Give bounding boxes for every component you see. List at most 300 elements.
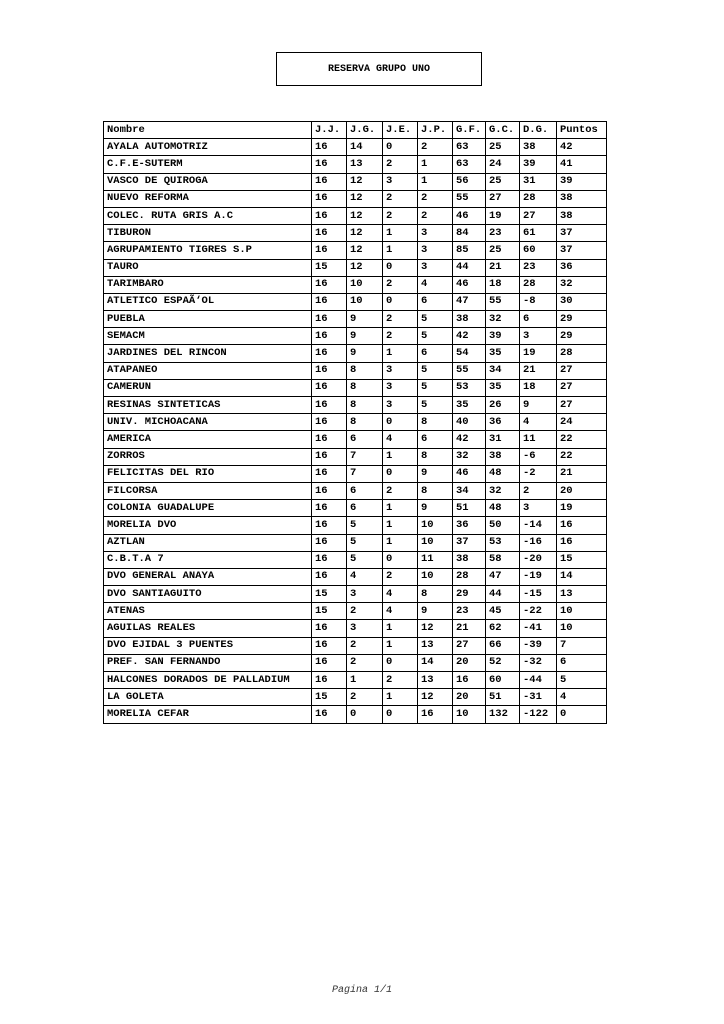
- jp-cell: 16: [418, 706, 453, 723]
- team-name: TIBURON: [104, 225, 312, 242]
- jg-cell: 7: [347, 465, 383, 482]
- gf-cell: 34: [453, 482, 486, 499]
- jp-cell: 14: [418, 654, 453, 671]
- team-name: DVO SANTIAGUITO: [104, 586, 312, 603]
- gf-cell: 21: [453, 620, 486, 637]
- jg-cell: 14: [347, 139, 383, 156]
- jj-cell: 16: [312, 517, 347, 534]
- gc-cell: 25: [486, 139, 520, 156]
- table-row: [104, 207, 607, 224]
- gc-cell: 48: [486, 500, 520, 517]
- dg-cell: 31: [520, 173, 557, 190]
- gc-cell: 39: [486, 328, 520, 345]
- puntos-cell: 41: [557, 156, 607, 173]
- table-row: [104, 465, 607, 482]
- jg-cell: 12: [347, 190, 383, 207]
- puntos-cell: 13: [557, 586, 607, 603]
- table-body: [104, 139, 607, 723]
- header-jj: J.J.: [312, 122, 347, 139]
- gf-cell: 27: [453, 637, 486, 654]
- jp-cell: 3: [418, 225, 453, 242]
- dg-cell: -22: [520, 603, 557, 620]
- je-cell: 2: [383, 568, 418, 585]
- header-nombre: Nombre: [104, 122, 312, 139]
- jj-cell: 15: [312, 603, 347, 620]
- jg-cell: 12: [347, 259, 383, 276]
- gf-cell: 42: [453, 328, 486, 345]
- je-cell: 0: [383, 465, 418, 482]
- jp-cell: 3: [418, 242, 453, 259]
- jp-cell: 5: [418, 328, 453, 345]
- gc-cell: 52: [486, 654, 520, 671]
- jg-cell: 0: [347, 706, 383, 723]
- je-cell: 0: [383, 551, 418, 568]
- team-name: ZORROS: [104, 448, 312, 465]
- puntos-cell: 6: [557, 654, 607, 671]
- puntos-cell: 28: [557, 345, 607, 362]
- jj-cell: 16: [312, 637, 347, 654]
- jp-cell: 3: [418, 259, 453, 276]
- puntos-cell: 36: [557, 259, 607, 276]
- table-row: [104, 311, 607, 328]
- puntos-cell: 27: [557, 397, 607, 414]
- gc-cell: 62: [486, 620, 520, 637]
- gc-cell: 25: [486, 173, 520, 190]
- jj-cell: 16: [312, 465, 347, 482]
- jj-cell: 16: [312, 551, 347, 568]
- gc-cell: 24: [486, 156, 520, 173]
- table-header-row: [104, 122, 607, 139]
- puntos-cell: 38: [557, 207, 607, 224]
- header-dg: D.G.: [520, 122, 557, 139]
- gf-cell: 29: [453, 586, 486, 603]
- jg-cell: 10: [347, 276, 383, 293]
- jj-cell: 16: [312, 500, 347, 517]
- team-name: DVO GENERAL ANAYA: [104, 568, 312, 585]
- table-row: [104, 139, 607, 156]
- gf-cell: 23: [453, 603, 486, 620]
- dg-cell: -2: [520, 465, 557, 482]
- jg-cell: 12: [347, 225, 383, 242]
- table-row: [104, 534, 607, 551]
- gc-cell: 18: [486, 276, 520, 293]
- puntos-cell: 19: [557, 500, 607, 517]
- team-name: ATENAS: [104, 603, 312, 620]
- je-cell: 1: [383, 225, 418, 242]
- gf-cell: 54: [453, 345, 486, 362]
- team-name: COLEC. RUTA GRIS A.C: [104, 207, 312, 224]
- gf-cell: 56: [453, 173, 486, 190]
- je-cell: 3: [383, 379, 418, 396]
- team-name: MORELIA CEFAR: [104, 706, 312, 723]
- dg-cell: 23: [520, 259, 557, 276]
- jg-cell: 8: [347, 379, 383, 396]
- dg-cell: -32: [520, 654, 557, 671]
- team-name: UNIV. MICHOACANA: [104, 414, 312, 431]
- team-name: HALCONES DORADOS DE PALLADIUM: [104, 672, 312, 689]
- je-cell: 1: [383, 517, 418, 534]
- dg-cell: 61: [520, 225, 557, 242]
- jg-cell: 10: [347, 293, 383, 310]
- jj-cell: 16: [312, 311, 347, 328]
- table-row: [104, 379, 607, 396]
- dg-cell: 3: [520, 500, 557, 517]
- jp-cell: 1: [418, 156, 453, 173]
- puntos-cell: 0: [557, 706, 607, 723]
- je-cell: 1: [383, 689, 418, 706]
- je-cell: 0: [383, 706, 418, 723]
- je-cell: 1: [383, 637, 418, 654]
- jj-cell: 16: [312, 620, 347, 637]
- table-row: [104, 293, 607, 310]
- gf-cell: 44: [453, 259, 486, 276]
- jj-cell: 16: [312, 276, 347, 293]
- dg-cell: 11: [520, 431, 557, 448]
- team-name: PREF. SAN FERNANDO: [104, 654, 312, 671]
- jg-cell: 13: [347, 156, 383, 173]
- puntos-cell: 29: [557, 328, 607, 345]
- gc-cell: 45: [486, 603, 520, 620]
- je-cell: 4: [383, 586, 418, 603]
- table-row: [104, 517, 607, 534]
- dg-cell: -44: [520, 672, 557, 689]
- je-cell: 0: [383, 654, 418, 671]
- jj-cell: 16: [312, 379, 347, 396]
- gf-cell: 28: [453, 568, 486, 585]
- jp-cell: 10: [418, 517, 453, 534]
- table-row: [104, 689, 607, 706]
- table-row: [104, 706, 607, 723]
- je-cell: 2: [383, 311, 418, 328]
- gf-cell: 63: [453, 139, 486, 156]
- jg-cell: 12: [347, 242, 383, 259]
- dg-cell: -14: [520, 517, 557, 534]
- dg-cell: 18: [520, 379, 557, 396]
- jg-cell: 1: [347, 672, 383, 689]
- puntos-cell: 32: [557, 276, 607, 293]
- dg-cell: -6: [520, 448, 557, 465]
- jp-cell: 8: [418, 448, 453, 465]
- team-name: PUEBLA: [104, 311, 312, 328]
- puntos-cell: 27: [557, 362, 607, 379]
- dg-cell: 6: [520, 311, 557, 328]
- team-name: C.F.E-SUTERM: [104, 156, 312, 173]
- jp-cell: 13: [418, 637, 453, 654]
- puntos-cell: 7: [557, 637, 607, 654]
- puntos-cell: 16: [557, 534, 607, 551]
- dg-cell: 9: [520, 397, 557, 414]
- jj-cell: 16: [312, 139, 347, 156]
- jj-cell: 16: [312, 397, 347, 414]
- jp-cell: 2: [418, 190, 453, 207]
- team-name: CAMERUN: [104, 379, 312, 396]
- puntos-cell: 29: [557, 311, 607, 328]
- table-row: [104, 328, 607, 345]
- dg-cell: 3: [520, 328, 557, 345]
- jg-cell: 9: [347, 328, 383, 345]
- gc-cell: 27: [486, 190, 520, 207]
- team-name: NUEVO REFORMA: [104, 190, 312, 207]
- gf-cell: 36: [453, 517, 486, 534]
- table-row: [104, 397, 607, 414]
- team-name: AYALA AUTOMOTRIZ: [104, 139, 312, 156]
- gf-cell: 55: [453, 362, 486, 379]
- gf-cell: 35: [453, 397, 486, 414]
- je-cell: 1: [383, 242, 418, 259]
- team-name: ATLETICO ESPAÃ‘OL: [104, 293, 312, 310]
- gf-cell: 32: [453, 448, 486, 465]
- jg-cell: 9: [347, 345, 383, 362]
- dg-cell: 38: [520, 139, 557, 156]
- jj-cell: 16: [312, 362, 347, 379]
- table-row: [104, 500, 607, 517]
- jp-cell: 2: [418, 207, 453, 224]
- report-title: RESERVA GRUPO UNO: [327, 63, 431, 75]
- gf-cell: 10: [453, 706, 486, 723]
- jj-cell: 16: [312, 654, 347, 671]
- dg-cell: 2: [520, 482, 557, 499]
- je-cell: 1: [383, 534, 418, 551]
- dg-cell: -39: [520, 637, 557, 654]
- table-row: [104, 637, 607, 654]
- table-row: [104, 225, 607, 242]
- team-name: AMERICA: [104, 431, 312, 448]
- jj-cell: 16: [312, 225, 347, 242]
- puntos-cell: 4: [557, 689, 607, 706]
- header-jp: J.P.: [418, 122, 453, 139]
- puntos-cell: 22: [557, 431, 607, 448]
- jj-cell: 16: [312, 242, 347, 259]
- jp-cell: 8: [418, 414, 453, 431]
- jj-cell: 16: [312, 328, 347, 345]
- jg-cell: 5: [347, 534, 383, 551]
- gc-cell: 35: [486, 345, 520, 362]
- dg-cell: 28: [520, 190, 557, 207]
- jp-cell: 5: [418, 311, 453, 328]
- dg-cell: -19: [520, 568, 557, 585]
- standings-table: [103, 121, 607, 724]
- jg-cell: 9: [347, 311, 383, 328]
- gc-cell: 19: [486, 207, 520, 224]
- puntos-cell: 22: [557, 448, 607, 465]
- table-row: [104, 551, 607, 568]
- gc-cell: 36: [486, 414, 520, 431]
- dg-cell: 28: [520, 276, 557, 293]
- dg-cell: 27: [520, 207, 557, 224]
- jp-cell: 2: [418, 139, 453, 156]
- puntos-cell: 24: [557, 414, 607, 431]
- je-cell: 4: [383, 431, 418, 448]
- team-name: RESINAS SINTETICAS: [104, 397, 312, 414]
- jg-cell: 2: [347, 603, 383, 620]
- gf-cell: 46: [453, 207, 486, 224]
- jg-cell: 12: [347, 173, 383, 190]
- je-cell: 2: [383, 276, 418, 293]
- gf-cell: 42: [453, 431, 486, 448]
- jj-cell: 16: [312, 293, 347, 310]
- jg-cell: 6: [347, 431, 383, 448]
- gc-cell: 58: [486, 551, 520, 568]
- puntos-cell: 16: [557, 517, 607, 534]
- team-name: DVO EJIDAL 3 PUENTES: [104, 637, 312, 654]
- gc-cell: 44: [486, 586, 520, 603]
- je-cell: 0: [383, 259, 418, 276]
- je-cell: 3: [383, 362, 418, 379]
- jp-cell: 8: [418, 482, 453, 499]
- table-row: [104, 190, 607, 207]
- gc-cell: 32: [486, 311, 520, 328]
- team-name: FILCORSA: [104, 482, 312, 499]
- je-cell: 1: [383, 620, 418, 637]
- jg-cell: 3: [347, 586, 383, 603]
- gc-cell: 21: [486, 259, 520, 276]
- jg-cell: 12: [347, 207, 383, 224]
- gc-cell: 66: [486, 637, 520, 654]
- gc-cell: 47: [486, 568, 520, 585]
- jp-cell: 9: [418, 500, 453, 517]
- je-cell: 1: [383, 345, 418, 362]
- team-name: SEMACM: [104, 328, 312, 345]
- gf-cell: 20: [453, 689, 486, 706]
- gf-cell: 40: [453, 414, 486, 431]
- team-name: JARDINES DEL RINCON: [104, 345, 312, 362]
- jg-cell: 5: [347, 517, 383, 534]
- gf-cell: 16: [453, 672, 486, 689]
- team-name: TAURO: [104, 259, 312, 276]
- jg-cell: 8: [347, 362, 383, 379]
- jp-cell: 5: [418, 362, 453, 379]
- team-name: TARIMBARO: [104, 276, 312, 293]
- table-row: [104, 259, 607, 276]
- jj-cell: 16: [312, 156, 347, 173]
- gf-cell: 53: [453, 379, 486, 396]
- je-cell: 2: [383, 156, 418, 173]
- je-cell: 0: [383, 139, 418, 156]
- gf-cell: 46: [453, 465, 486, 482]
- puntos-cell: 30: [557, 293, 607, 310]
- table-row: [104, 586, 607, 603]
- dg-cell: -8: [520, 293, 557, 310]
- header-puntos: Puntos: [557, 122, 607, 139]
- jg-cell: 3: [347, 620, 383, 637]
- dg-cell: -15: [520, 586, 557, 603]
- puntos-cell: 14: [557, 568, 607, 585]
- page-footer: Pagina 1/1: [331, 985, 392, 996]
- table-row: [104, 620, 607, 637]
- jg-cell: 4: [347, 568, 383, 585]
- puntos-cell: 42: [557, 139, 607, 156]
- jp-cell: 10: [418, 534, 453, 551]
- table-row: [104, 654, 607, 671]
- header-gc: G.C.: [486, 122, 520, 139]
- gc-cell: 25: [486, 242, 520, 259]
- jg-cell: 6: [347, 500, 383, 517]
- gf-cell: 47: [453, 293, 486, 310]
- jg-cell: 6: [347, 482, 383, 499]
- gc-cell: 53: [486, 534, 520, 551]
- team-name: COLONIA GUADALUPE: [104, 500, 312, 517]
- gc-cell: 132: [486, 706, 520, 723]
- jp-cell: 12: [418, 620, 453, 637]
- table-row: [104, 603, 607, 620]
- puntos-cell: 37: [557, 225, 607, 242]
- gc-cell: 48: [486, 465, 520, 482]
- team-name: FELICITAS DEL RIO: [104, 465, 312, 482]
- table-row: [104, 276, 607, 293]
- header-je: J.E.: [383, 122, 418, 139]
- dg-cell: 39: [520, 156, 557, 173]
- team-name: C.B.T.A 7: [104, 551, 312, 568]
- jj-cell: 16: [312, 482, 347, 499]
- gc-cell: 34: [486, 362, 520, 379]
- dg-cell: -41: [520, 620, 557, 637]
- jp-cell: 9: [418, 603, 453, 620]
- puntos-cell: 38: [557, 190, 607, 207]
- jj-cell: 16: [312, 448, 347, 465]
- gc-cell: 31: [486, 431, 520, 448]
- je-cell: 3: [383, 397, 418, 414]
- puntos-cell: 37: [557, 242, 607, 259]
- table-row: [104, 156, 607, 173]
- jp-cell: 12: [418, 689, 453, 706]
- table-row: [104, 672, 607, 689]
- gc-cell: 35: [486, 379, 520, 396]
- jg-cell: 2: [347, 654, 383, 671]
- jj-cell: 16: [312, 345, 347, 362]
- gf-cell: 55: [453, 190, 486, 207]
- jp-cell: 4: [418, 276, 453, 293]
- table-row: [104, 448, 607, 465]
- table-row: [104, 431, 607, 448]
- jp-cell: 5: [418, 397, 453, 414]
- table-row: [104, 345, 607, 362]
- puntos-cell: 20: [557, 482, 607, 499]
- jj-cell: 16: [312, 706, 347, 723]
- team-name: VASCO DE QUIROGA: [104, 173, 312, 190]
- puntos-cell: 21: [557, 465, 607, 482]
- jj-cell: 15: [312, 689, 347, 706]
- gf-cell: 20: [453, 654, 486, 671]
- team-name: AZTLAN: [104, 534, 312, 551]
- jg-cell: 2: [347, 637, 383, 654]
- dg-cell: 19: [520, 345, 557, 362]
- jj-cell: 16: [312, 173, 347, 190]
- dg-cell: 21: [520, 362, 557, 379]
- dg-cell: -20: [520, 551, 557, 568]
- je-cell: 2: [383, 328, 418, 345]
- team-name: AGRUPAMIENTO TIGRES S.P: [104, 242, 312, 259]
- jj-cell: 15: [312, 586, 347, 603]
- je-cell: 0: [383, 293, 418, 310]
- je-cell: 2: [383, 482, 418, 499]
- jp-cell: 5: [418, 379, 453, 396]
- header-gf: G.F.: [453, 122, 486, 139]
- puntos-cell: 15: [557, 551, 607, 568]
- table-row: [104, 362, 607, 379]
- jp-cell: 6: [418, 293, 453, 310]
- gf-cell: 38: [453, 551, 486, 568]
- jg-cell: 8: [347, 414, 383, 431]
- gc-cell: 50: [486, 517, 520, 534]
- jp-cell: 1: [418, 173, 453, 190]
- table-row: [104, 173, 607, 190]
- jj-cell: 16: [312, 190, 347, 207]
- team-name: LA GOLETA: [104, 689, 312, 706]
- jp-cell: 9: [418, 465, 453, 482]
- jj-cell: 16: [312, 672, 347, 689]
- je-cell: 1: [383, 500, 418, 517]
- jp-cell: 6: [418, 345, 453, 362]
